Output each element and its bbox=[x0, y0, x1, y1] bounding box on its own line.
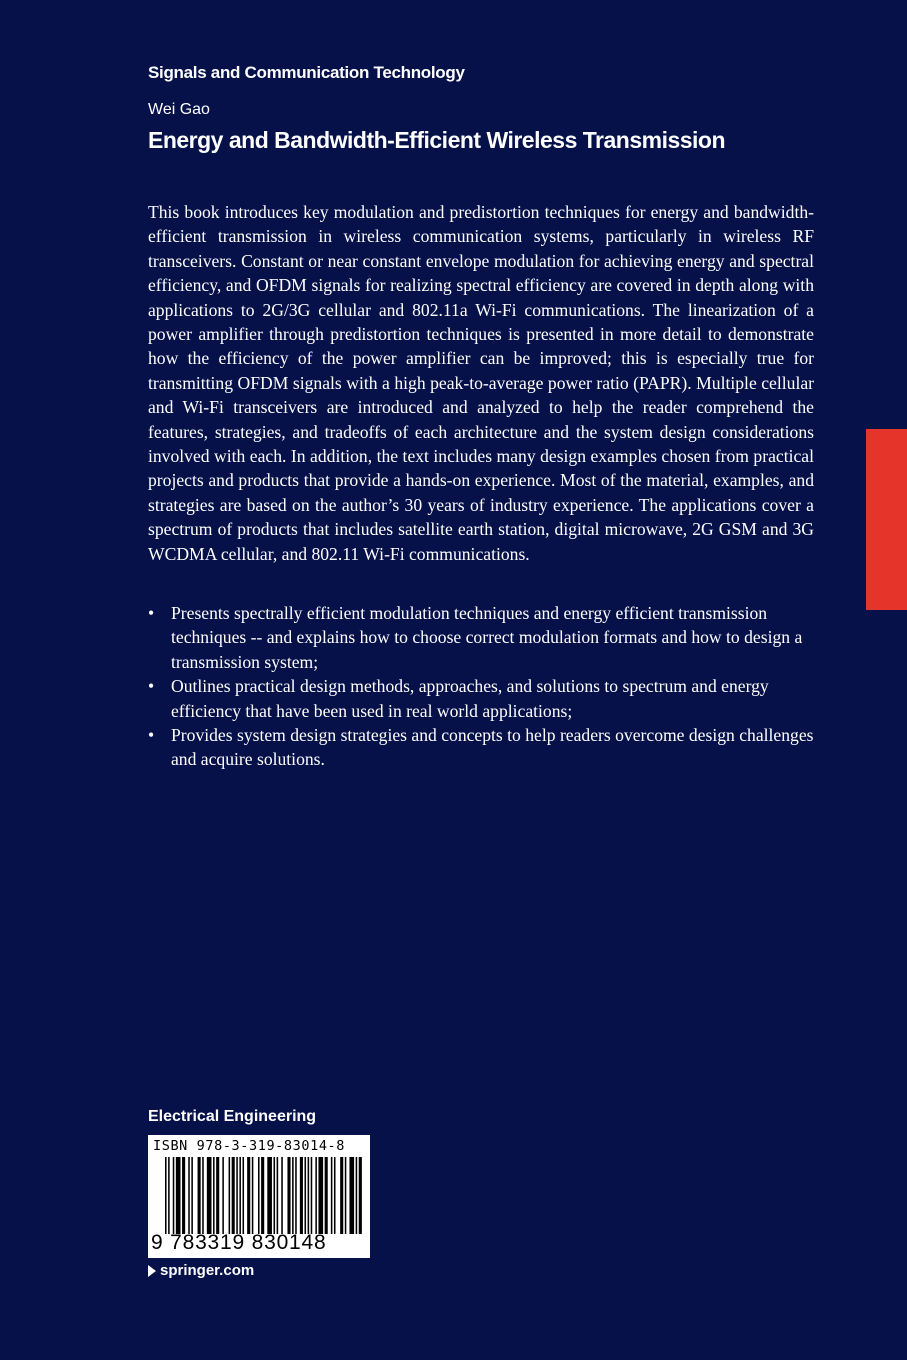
barcode-bar bbox=[236, 1157, 238, 1234]
list-item-text: Presents spectrally efficient modulation techniques and energy efficient transmission techniques -- and explains how to choose correct modulation formats and how to design a transmission system; bbox=[171, 603, 803, 672]
barcode-bar bbox=[308, 1157, 310, 1234]
barcode-bar bbox=[334, 1157, 336, 1234]
list-item-text: Provides system design strategies and concepts to help readers overcome design challenges and acquire solutions. bbox=[171, 725, 814, 770]
barcode-bar bbox=[165, 1157, 167, 1234]
book-title: Energy and Bandwidth-Efficient Wireless Transmission bbox=[148, 127, 726, 153]
barcode-bar bbox=[173, 1157, 175, 1234]
barcode-bar bbox=[239, 1157, 241, 1234]
book-description: This book introduces key modulation and predistortion techniques for energy and bandwidth-efficient transmission in wireless communication systems, particularly in wireless RF transceivers. Constant or near constant envelope modulation for achieving energy and spectral efficiency, and OFDM signals for realizing spectral efficiency are covered in depth along with applications to 2G/3G cellular and 802.11a Wi-Fi communications. The linearization of a power amplifier through predistortion techniques is presented in more detail to demonstrate how the efficiency of the power amplifier can be improved; this is especially true for transmitting OFDM signals with a high peak-to-average power ratio (PAPR). Multiple cellular and Wi-Fi transceivers are introduced and analyzed to help the reader comprehend the features, strategies, and tradeoffs of each architecture and the system design considerations involved with each. In addition, the text includes many design examples chosen from practical projects and products that provide a hands-on experience. Most of the material, examples, and strategies are based on the author’s 30 years of industry experience. The applications cover a spectrum of products that includes satellite earth station, digital microwave, 2G GSM and 3G WCDMA cellular, and 802.11 Wi-Fi communications. bbox=[148, 202, 814, 564]
feature-list bbox=[148, 601, 814, 772]
barcode-bar bbox=[213, 1157, 215, 1234]
barcode-bar bbox=[232, 1157, 235, 1234]
list-item bbox=[148, 601, 814, 674]
publisher-website[interactable] bbox=[148, 1262, 254, 1279]
barcode-bar bbox=[252, 1157, 254, 1234]
barcode-bar bbox=[207, 1157, 212, 1234]
barcode-bar bbox=[261, 1157, 264, 1234]
barcode-bar bbox=[345, 1157, 347, 1234]
barcode-bar bbox=[202, 1157, 204, 1234]
barcode-bar bbox=[315, 1157, 317, 1234]
barcode-bar bbox=[359, 1157, 362, 1234]
barcode-bar bbox=[274, 1157, 276, 1234]
barcode-number: 9 783319 830148 bbox=[151, 1231, 327, 1254]
isbn-label: ISBN 978-3-319-83014-8 bbox=[153, 1138, 346, 1154]
barcode-bar bbox=[305, 1157, 307, 1234]
barcode-bar bbox=[188, 1157, 190, 1234]
bullet-icon: • bbox=[148, 603, 155, 623]
list-item-text: Outlines practical design methods, approaches, and solutions to spectrum and energy efficiency that have been used in real world applications; bbox=[171, 676, 769, 721]
barcode-bar bbox=[216, 1157, 219, 1234]
bullet-icon: • bbox=[148, 725, 155, 746]
barcode-bar bbox=[311, 1157, 313, 1234]
barcode-bar bbox=[258, 1157, 260, 1234]
barcode-bar bbox=[176, 1157, 181, 1234]
barcode-box bbox=[148, 1135, 370, 1258]
barcode-bar bbox=[222, 1157, 224, 1234]
series-title: Signals and Communication Technology bbox=[148, 63, 465, 82]
barcode-bar bbox=[300, 1157, 303, 1234]
barcode-bar bbox=[243, 1157, 245, 1234]
barcode-bar bbox=[229, 1157, 231, 1234]
barcode-bar bbox=[277, 1157, 279, 1234]
barcode-bar bbox=[191, 1157, 193, 1234]
barcode-bar bbox=[168, 1157, 170, 1234]
arrow-icon bbox=[148, 1265, 156, 1277]
barcode-bar bbox=[295, 1157, 297, 1234]
barcode-bar bbox=[356, 1157, 358, 1234]
barcode-bar bbox=[182, 1157, 185, 1234]
red-edge-tab bbox=[866, 429, 907, 610]
barcode-bar bbox=[331, 1157, 333, 1234]
barcode-bar bbox=[292, 1157, 294, 1234]
barcode-bar bbox=[325, 1157, 328, 1234]
website-label: springer.com bbox=[160, 1262, 255, 1279]
barcode-bar bbox=[281, 1157, 283, 1234]
barcode-bar bbox=[318, 1157, 323, 1234]
author-name: Wei Gao bbox=[148, 101, 210, 118]
subject-category: Electrical Engineering bbox=[148, 1108, 317, 1125]
barcode-bar bbox=[349, 1157, 354, 1234]
list-item bbox=[148, 674, 814, 723]
barcode-bar bbox=[340, 1157, 343, 1234]
barcode-bar bbox=[287, 1157, 290, 1234]
barcode-bar bbox=[247, 1157, 250, 1234]
list-item bbox=[148, 723, 814, 772]
barcode-bars bbox=[165, 1157, 362, 1234]
bullet-icon: • bbox=[148, 676, 155, 697]
barcode-bar bbox=[198, 1157, 201, 1234]
barcode-bar bbox=[267, 1157, 272, 1234]
